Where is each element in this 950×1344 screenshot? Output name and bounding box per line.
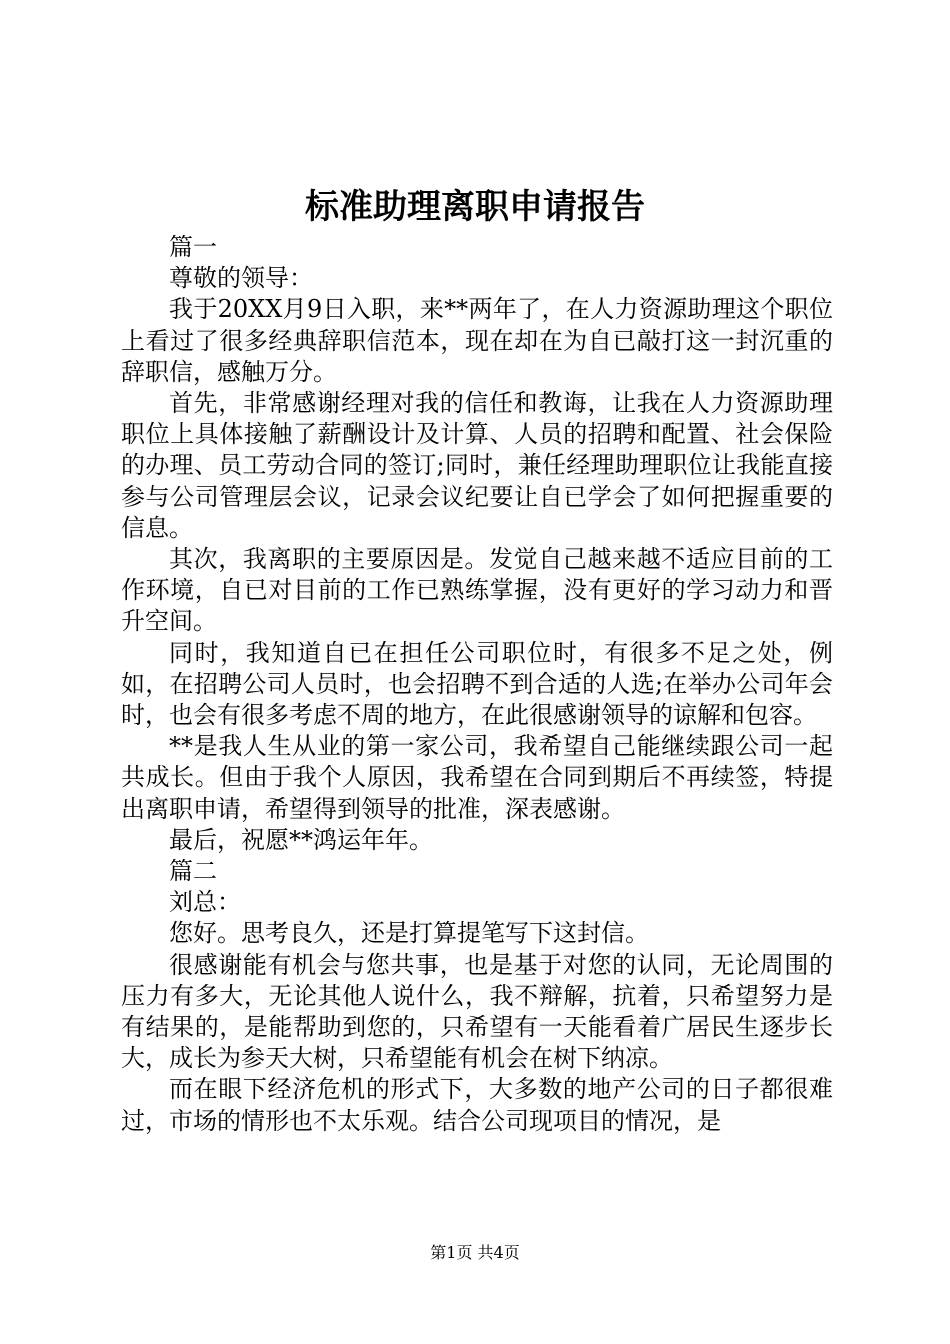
document-body xyxy=(121,232,833,1137)
salutation-1: 尊敬的领导： xyxy=(169,264,313,293)
section-heading-2: 篇二 xyxy=(169,857,217,886)
body-paragraph: 同时，我知道自已在担任公司职位时，有很多不足之处，例如，在招聘公司人员时，也会招聘不到合适的人选;在举办公司年会时，也会有很多考虑不周的地方，在此很感谢领导的谅解和包容。 xyxy=(121,638,833,730)
body-paragraph: 而在眼下经济危机的形式下，大多数的地产公司的日子都很难过，市场的情形也不太乐观。结合公司现项目的情况，是 xyxy=(121,1075,833,1135)
closing-line: 最后，祝愿**鸿运年年。 xyxy=(169,825,433,854)
page-footer: 第1页 共4页 xyxy=(430,1243,520,1262)
body-paragraph: 首先，非常感谢经理对我的信任和教诲，让我在人力资源助理职位上具体接触了薪酬设计及计算、人员的招聘和配置、社会保险的办理、员工劳动合同的签订;同时，兼任经理助理职位让我能直接参与公司管理层会议，记录会议纪要让自已学会了如何把握重要的信息。 xyxy=(121,389,833,542)
document-title: 标准助理离职申请报告 xyxy=(305,187,645,227)
body-paragraph: **是我人生从业的第一家公司，我希望自己能继续跟公司一起共成长。但由于我个人原因，我希望在合同到期后不再续签，特提出离职申请，希望得到领导的批准，深表感谢。 xyxy=(121,732,833,823)
section-heading-1: 篇一 xyxy=(169,233,217,261)
body-paragraph: 很感谢能有机会与您共事，也是基于对您的认同，无论周围的压力有多大，无论其他人说什么，我不辩解，抗着，只希望努力是有结果的，是能帮助到您的，只希望有一天能看着广居民生逐步长大，成长为参天大树，只希望能有机会在树下纳凉。 xyxy=(121,950,833,1073)
body-paragraph: 其次，我离职的主要原因是。发觉自己越来越不适应目前的工作环境，自已对目前的工作已熟练掌握，没有更好的学习动力和晋升空间。 xyxy=(121,545,833,636)
body-paragraph: 您好。思考良久，还是打算提笔写下这封信。 xyxy=(169,919,649,948)
body-paragraph: 我于20XX月9日入职，来**两年了，在人力资源助理这个职位上看过了很多经典辞职信范本，现在却在为自已敲打这一封沉重的辞职信，感触万分。 xyxy=(121,295,833,386)
salutation-2: 刘总： xyxy=(169,888,241,917)
